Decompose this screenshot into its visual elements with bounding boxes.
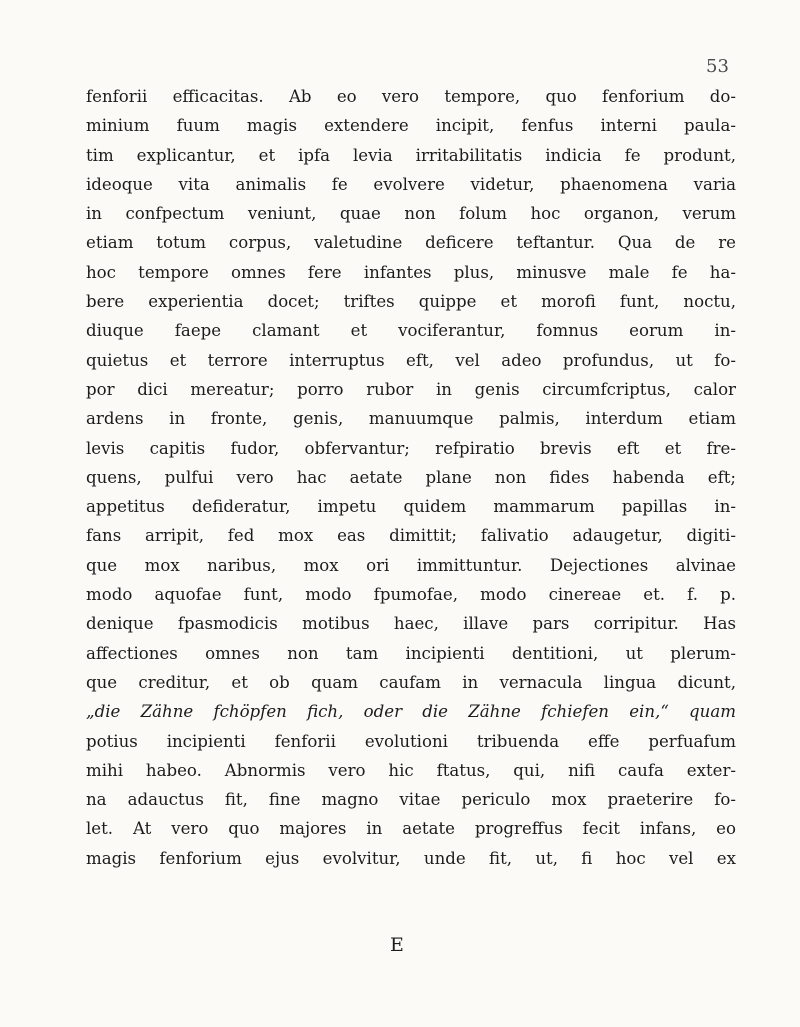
text-line: ardens in fronte, genis, manuumque palmis, interdum etiam [86,409,736,429]
text-line: potius incipienti fenforii evolutioni tribuenda effe perfuafum [86,731,736,751]
text-line: minium fuum magis extendere incipit, fenfus interni paula- [86,116,736,136]
text-line: magis fenforium ejus evolvitur, unde fit, ut, fi hoc vel ex [86,848,736,868]
text-line: diuque faepe clamant et vociferantur, fomnus eorum in- [86,321,736,341]
page-number: 53 [706,56,729,77]
text-line: modo aquofae funt, modo fpumofae, modo cinereae et. f. p. [86,585,736,605]
text-line: bere experientia docet; triftes quippe et morofi funt, noctu, [86,292,736,312]
text-line: por dici mereatur; porro rubor in genis circumfcriptus, calor [86,379,736,399]
german-quote-line: „die Zähne fchöpfen fich, oder die Zähne fchiefen ein,“ quam [86,702,736,722]
text-line: denique fpasmodicis motibus haec, illave pars corripitur. Has [86,614,736,634]
text-line: affectiones omnes non tam incipienti dentitioni, ut plerum- [86,643,736,663]
text-line: ideoque vita animalis fe evolvere videtur, phaenomena varia [86,174,736,194]
text-line: let. At vero quo majores in aetate progreffus fecit infans, eo [86,819,736,839]
text-line: quietus et terrore interruptus eft, vel adeo profundus, ut fo- [86,350,736,370]
text-line: mihi habeo. Abnormis vero hic ftatus, qui, nifi caufa exter- [86,760,736,780]
text-line: na adauctus fit, fine magno vitae periculo mox praeterire fo- [86,790,736,810]
text-line: que creditur, et ob quam caufam in vernacula lingua dicunt, [86,672,736,692]
text-line: in confpectum veniunt, quae non folum hoc organon, verum [86,204,736,224]
text-line: etiam totum corpus, valetudine deficere teftantur. Qua de re [86,233,736,253]
text-line: levis capitis fudor, obfervantur; refpiratio brevis eft et fre- [86,438,736,458]
text-line: fans arripit, fed mox eas dimittit; falivatio adaugetur, digiti- [86,526,736,546]
signature-mark: E [390,934,404,956]
text-line: appetitus defideratur, impetu quidem mammarum papillas in- [86,497,736,517]
text-line: quens, pulfui vero hac aetate plane non fides habenda eft; [86,467,736,487]
text-line: fenforii efficacitas. Ab eo vero tempore, quo fenforium do- [86,87,736,106]
text-line: tim explicantur, et ipfa levia irritabilitatis indicia fe produnt, [86,145,736,165]
body-text [86,82,736,873]
text-line: que mox naribus, mox ori immittuntur. Dejectiones alvinae [86,555,736,575]
text-line: hoc tempore omnes fere infantes plus, minusve male fe ha- [86,262,736,282]
